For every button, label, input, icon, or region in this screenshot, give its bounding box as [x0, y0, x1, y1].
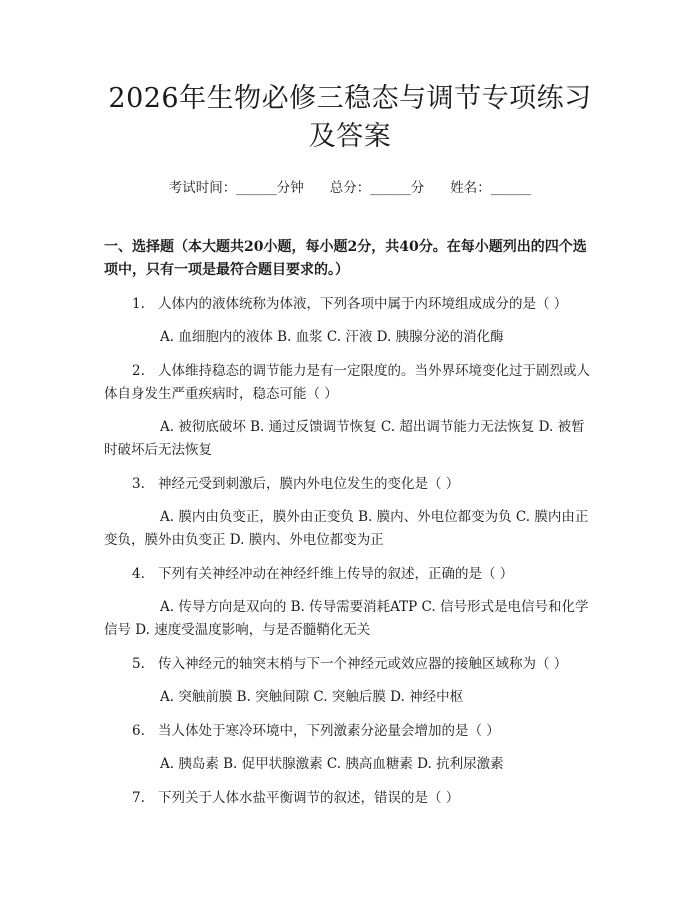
question-stem [104, 473, 596, 496]
question-5 [104, 653, 596, 709]
question-text: 神经元受到刺激后，膜内外电位发生的变化是（ ） [158, 476, 460, 492]
question-number: 1. [132, 296, 145, 312]
question-options: A. 突触前膜 B. 突触间隙 C. 突触后膜 D. 神经中枢 [160, 689, 464, 705]
question-stem [104, 360, 596, 406]
question-stem [104, 563, 596, 586]
question-number: 7. [132, 790, 145, 806]
question-number: 4. [132, 566, 145, 582]
question-stem [104, 293, 596, 316]
time-field: 考试时间：______分钟 [168, 180, 304, 196]
question-6 [104, 720, 596, 776]
question-number: 2. [132, 363, 145, 379]
name-field: 姓名：______ [450, 180, 532, 196]
question-text: 下列关于人体水盐平衡调节的叙述，错误的是（ ） [158, 790, 460, 806]
question-stem [104, 787, 596, 810]
question-text: 人体内的液体统称为体液，下列各项中属于内环境组成成分的是（ ） [158, 296, 568, 312]
question-options: A. 膜内由负变正，膜外由正变负 B. 膜内、外电位都变为负 C. 膜内由正变负，膜外由负变正 D. 膜内、外电位都变为正 [104, 509, 589, 548]
question-options: A. 被彻底破坏 B. 通过反馈调节恢复 C. 超出调节能力无法恢复 D. 被暂时破坏后无法恢复 [104, 419, 585, 458]
question-text: 人体维持稳态的调节能力是有一定限度的。当外界环境变化过于剧烈或人体自身发生严重疾病时，稳态可能（ ） [104, 363, 590, 402]
question-options: A. 血细胞内的液体 B. 血浆 C. 汗液 D. 胰腺分泌的消化酶 [160, 329, 504, 345]
question-number: 3. [132, 476, 145, 492]
question-stem [104, 653, 596, 676]
question-stem [104, 720, 596, 743]
question-text: 传入神经元的轴突末梢与下一个神经元或效应器的接触区域称为（ ） [158, 656, 568, 672]
page-title: 2026年生物必修三稳态与调节专项练习及答案 [108, 83, 592, 152]
question-options: A. 传导方向是双向的 B. 传导需要消耗ATP C. 信号形式是电信号和化学信号 D. 速度受温度影响，与是否髓鞘化无关 [104, 599, 589, 638]
question-7 [104, 787, 596, 810]
question-number: 5. [132, 656, 145, 672]
question-1 [104, 293, 596, 349]
section-heading: 一、选择题（本大题共20小题，每小题2分，共40分。在每小题列出的四个选项中，只有一项是最符合题目要求的。） [104, 239, 587, 278]
question-list [104, 293, 596, 810]
question-2 [104, 360, 596, 462]
question-number: 6. [132, 723, 145, 739]
question-text: 下列有关神经冲动在神经纤维上传导的叙述，正确的是（ ） [158, 566, 514, 582]
question-4 [104, 563, 596, 642]
question-3 [104, 473, 596, 552]
exam-meta [104, 178, 596, 198]
question-text: 当人体处于寒冷环境中，下列激素分泌量会增加的是（ ） [158, 723, 500, 739]
question-options: A. 胰岛素 B. 促甲状腺激素 C. 胰高血糖素 D. 抗利尿激素 [160, 756, 504, 772]
score-field: 总分：______分 [329, 180, 425, 196]
